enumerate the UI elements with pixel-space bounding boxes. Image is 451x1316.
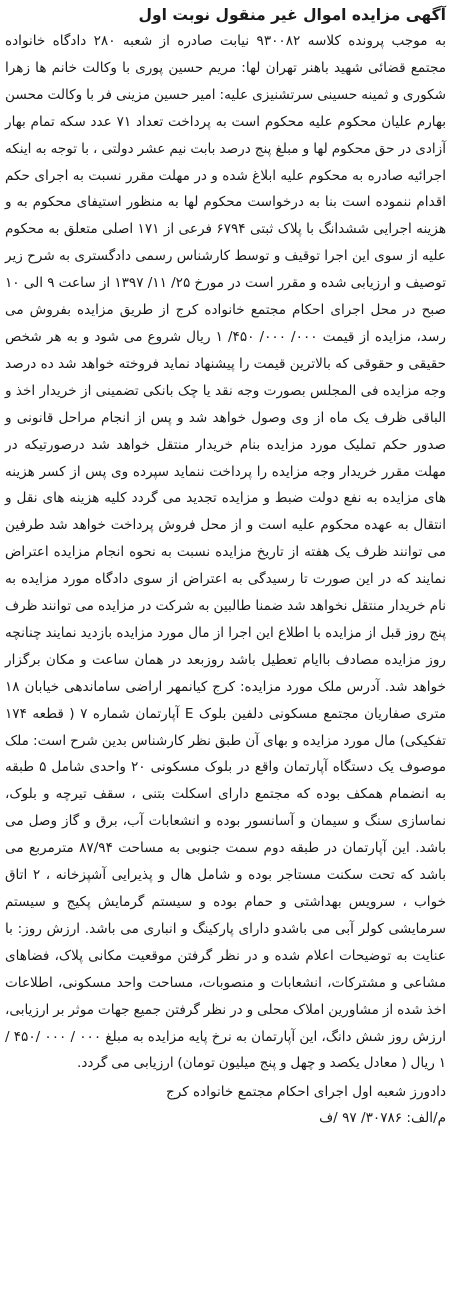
notice-body: به موجب پرونده کلاسه ۹۳۰۰۸۲ نیابت صادره از شعبه ۲۸۰ دادگاه خانواده مجتمع قضائی شهید باهنر تهران لها: مریم حسین پوری با وکالت خانم ها زهرا شکوری و ثمینه حسینی سرتشنیزی علیه: امیر حسین مزینی فر با وکالت محسن بهارم علیان محکوم علیه محکوم است به پرداخت تعداد ۷۱ عدد سکه تمام بهار آزادی در حق محکوم لها و مبلغ پنج درصد بابت نیم عشر دولتی ، با توجه به اینکه اجرائیه صادره به محکوم علیه ابلاغ شده و در مهلت مقرر نسبت به اجرای حکم اقدام ننموده است بنا به درخواست محکوم لها به منظور استیفای محکوم به و هزینه اجرایی ششدانگ با پلاک ثبتی ۶۷۹۴ فرعی از ۱۷۱ اصلی متعلق به محکوم علیه از سوی این اجرا توقیف و توسط کارشناس رسمی دادگستری به شرح زیر توصیف و ارزیابی شده و مقرر است در مورخ ۲۵/ ۱۱/ ۱۳۹۷ از ساعت ۹ الی ۱۰ صبح در محل اجرای احکام مجتمع خانواده کرج از طریق مزایده بفروش می رسد، مزایده از قیمت ۰۰۰/ ۰۰۰/ ۴۵۰/ ۱ ریال شروع می شود و به هر شخص حقیقی و حقوقی که بالاترین قیمت را پیشنهاد نماید فروخته خواهد شد ده درصد وجه مزایده فی المجلس بصورت وجه نقد یا چک بانکی تضمینی از خریدار اخذ و الباقی ظرف یک ماه از وی وصول خواهد شد و پس از انجام مراحل قانونی و صدور حکم تملیک مورد مزایده بنام خریدار منتقل خواهد شد درصورتیکه در مهلت مقرر خریدار وجه مزایده را پرداخت ننماید سپرده وی پس از کسر هزینه های مزایده به نفع دولت ضبط و مزایده تجدید می گردد کلیه هزینه های نقل و انتقال به عهده محکوم علیه است و از محل فروش پرداخت خواهد شد طرفین می توانند ظرف یک هفته از تاریخ مزایده نسبت به نحوه انجام مزایده اعتراض نمایند که در این صورت تا رسیدگی به اعتراض از سوی دادگاه مورد مزایده به نام خریدار منتقل نخواهد شد ضمنا طالبین به شرکت در مزایده می توانند ظرف پنج روز قبل از مزایده با اطلاع این اجرا از مال مورد مزایده بازدید نمایند چنانچه روز مزایده مصادف باایام تعطیل باشد روزبعد در همان ساعت و مکان برگزار خواهد شد. آدرس ملک مورد مزایده: کرج کیانمهر اراضی ساماندهی خیابان ۱۸ متری صفاریان مجتمع مسکونی دلفین بلوک E آپارتمان شماره ۷ ( قطعه ۱۷۴ تفکیکی) مال مورد مزایده و بهای آن طبق نظر کارشناس بدین شرح است: ملک موصوف یک دستگاه آپارتمان واقع در بلوک مسکونی ۲۰ واحدی شامل ۵ طبقه به انضمام همکف بوده که مجتمع دارای اسکلت بتنی ، سقف تیرچه و بلوک، نماسازی سنگ و سیمان و آسانسور بوده و انشعابات آب، برق و گاز وصل می باشد. این آپارتمان در طبقه دوم سمت جنوبی به مساحت ۸۷/۹۴ مترمربع می باشد که تحت سکنت مستاجر بوده و شامل هال و پذیرایی آشپزخانه ، ۲ اتاق خواب ، سرویس بهداشتی و حمام بوده و سیستم گرمایش پکیج و سیستم سرمایشی کولر آبی می باشدو دارای پارکینگ و انباری می باشد. ارزش روز: با عنایت به توضیحات اعلام شده و در نظر گرفتن موقعیت مکانی پلاک، فضاهای مشاعی و مشترکات، انشعابات و منصوبات، مساحت واحد مسکونی، اطلاعات اخذ شده از مشاورین املاک محلی و در نظر گرفتن جمیع جهات موثر بر ارزیابی، ارزش روز شش دانگ، این آپارتمان به نرخ پایه مزایده به مبلغ ۰۰۰ / ۰۰۰ /۴۵۰ / ۱ ریال ( معادل یکصد و چهل و پنج میلیون تومان) ارزیابی می گردد. xyxy=(5,33,447,1072)
notice-signature: دادورز شعبه اول اجرای احکام مجتمع خانواده کرج xyxy=(165,1084,446,1101)
notice-title: آگهی مزایده اموال غیر منقول نوبت اول xyxy=(138,6,446,24)
notice-reference: م/الف: ۳۰۷۸۶/ ۹۷ /ف xyxy=(319,1110,446,1127)
